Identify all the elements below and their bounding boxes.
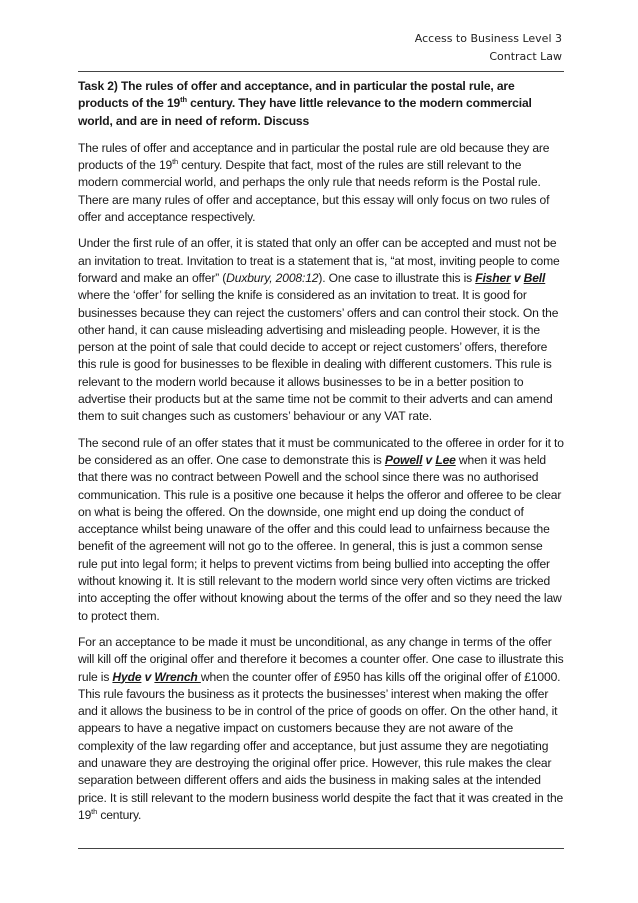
footer-divider — [78, 848, 564, 849]
paragraph-intro: The rules of offer and acceptance and in particular the postal rule are old because they are products of the 19th century. Despite that fact, most of the rules are still relevant to the modern commercial world, and perhaps the only rule that needs reform is the Postal rule. There are many rules of offer and acceptance, but this essay will only focus on two rules of offer and acceptance respectively. — [78, 140, 550, 225]
case-name: Fisher — [475, 270, 511, 285]
case-name: Powell — [384, 452, 423, 467]
paragraph-acceptance: For an acceptance to be made it must be unconditional, as any change in terms of the offer will kill off the original offer and therefore it becomes a counter offer. One case to illustrate this rule is Hyde v Wrench when the counter offer of £950 has kills off the original offer of £1000. This rule favours the business as it protects the businesses’ interest when making the offer and it allows the business to be in control of the price of goods on offer. On the other hand, it appears to have a negative impact on customers because they are not aware of the complexity of the law regarding offer and acceptance, but just assume they are negotiating and unaware they are destroying the original offer price. However, this rule makes the clear separation between different offers and aids the business in making sales at the intended price. It is still relevant to the modern business world despite the fact that it was created in the 19th century. — [78, 634, 564, 822]
header-course: Access to Business Level 3 — [414, 32, 562, 45]
header-divider — [78, 71, 564, 72]
task-heading: Task 2) The rules of offer and acceptance, and in particular the postal rule, are products of the 19th century. They have little relevance to the modern commercial world, and are in need of reform. Discuss — [78, 79, 532, 128]
page-header — [415, 30, 562, 66]
case-name: Lee — [435, 452, 456, 467]
document-body — [78, 78, 564, 833]
paragraph-communication: The second rule of an offer states that it must be communicated to the offeree in order for it to be considered as an offer. One case to demonstrate this is Powell v Lee when it was held that there was no contract between Powell and the school since there was no authorised communication. This rule is a positive one because it helps the offeror and offeree to be clear on what is being the offered. On the downside, one might end up doing the conduct of acceptance whilst being unaware of the offer and this could lead to unfairness because the benefit of the agreement will not go to the offeree. In general, this is just a common sense rule put into legal form; it helps to prevent victims from being bullied into accepting the offer without knowing it. It is still relevant to the modern world since very often victims are tricked into accepting the offer without knowing about the terms of the offer and so they need the law to protect them. — [78, 435, 564, 623]
case-name: Hyde — [112, 669, 142, 684]
header-subject: Contract Law — [489, 50, 562, 63]
case-name: Bell — [523, 270, 546, 285]
citation: Duxbury, 2008:12 — [226, 270, 319, 285]
paragraph-invitation-to-treat: Under the first rule of an offer, it is stated that only an offer can be accepted and must not be an invitation to treat. Invitation to treat is a statement that is, “at most, inviting people to come forward and make an offer” (Duxbury, 2008:12). One case to illustrate this is Fisher v Bell where the ‘offer’ for selling the knife is considered as an invitation to treat. It is good for businesses because they can reject the customers’ offers and can control their stock. On the other hand, it can cause misleading advertising and misleading people. However, it is the person at the point of sale that could decide to accept or reject customers’ offers, therefore this rule is good for businesses to be flexible in dealing with different customers. This rule is relevant to the modern world because it allows businesses to be in a better position to advertise their products but at the same time not be commit to their adverts and can amend them to suit changes such as customers’ behaviour or any VAT rate. — [78, 236, 560, 424]
case-name: Wrench — [154, 669, 201, 684]
